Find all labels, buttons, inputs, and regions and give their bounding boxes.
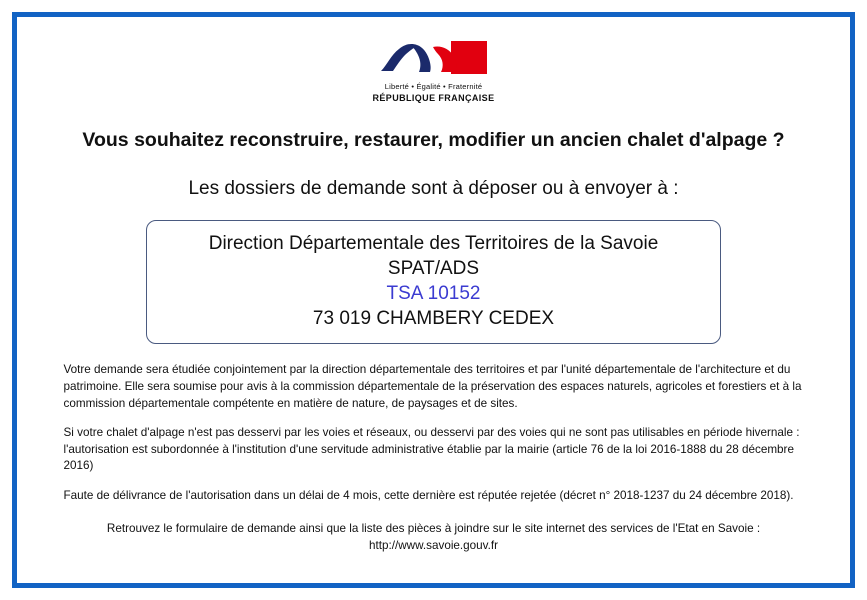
- footer-text: Retrouvez le formulaire de demande ainsi que la liste des pièces à joindre sur le site internet des services de l'Etat en Savoie :: [106, 521, 761, 535]
- logo-republic-label: RÉPUBLIQUE FRANÇAISE: [372, 93, 495, 103]
- address-line-2: SPAT/ADS: [387, 258, 480, 280]
- address-line-1: Direction Départementale des Territoires de la Savoie: [208, 233, 659, 254]
- logo-motto: Liberté • Égalité • Fraternité: [384, 82, 483, 91]
- page-subtitle: Les dossiers de demande sont à déposer ou à envoyer à :: [188, 178, 679, 199]
- paragraph-1: Votre demande sera étudiée conjointement par la direction départementale des territoires et par l'unité départementale de l'architecture et du patrimoine. Elle sera soumise pour avis à la commission départementale de la préservation des espaces naturels, agricoles et forestiers et à la commission départementale compétente en matière de nature, de paysages et de sites.: [63, 363, 802, 410]
- footer-url[interactable]: http://www.savoie.gouv.fr: [368, 538, 499, 552]
- paragraph-2: Si votre chalet d'alpage n'est pas desservi par les voies et réseaux, ou desservi par des voies qui ne sont pas utilisables en période hivernale : l'autorisation est subordonnée à l'institution d'une servitude administrative établie par la mairie (article 76 de la loi 2016-1888 du 28 décembre 2016): [63, 426, 800, 473]
- page-title: Vous souhaitez reconstruire, restaurer, modifier un ancien chalet d'alpage ?: [82, 129, 785, 151]
- body-text: [64, 362, 804, 517]
- document-frame: [12, 12, 855, 588]
- republic-logo-block: [372, 41, 494, 103]
- address-box: [146, 220, 721, 344]
- footer-note: [24, 521, 844, 555]
- address-line-tsa: TSA 10152: [386, 283, 481, 305]
- marianne-logo-icon: [379, 41, 487, 80]
- address-line-4: 73 019 CHAMBERY CEDEX: [312, 308, 555, 330]
- paragraph-3: Faute de délivrance de l'autorisation dans un délai de 4 mois, cette dernière est réputée rejetée (décret n° 2018-1237 du 24 décembre 2018).: [63, 488, 794, 502]
